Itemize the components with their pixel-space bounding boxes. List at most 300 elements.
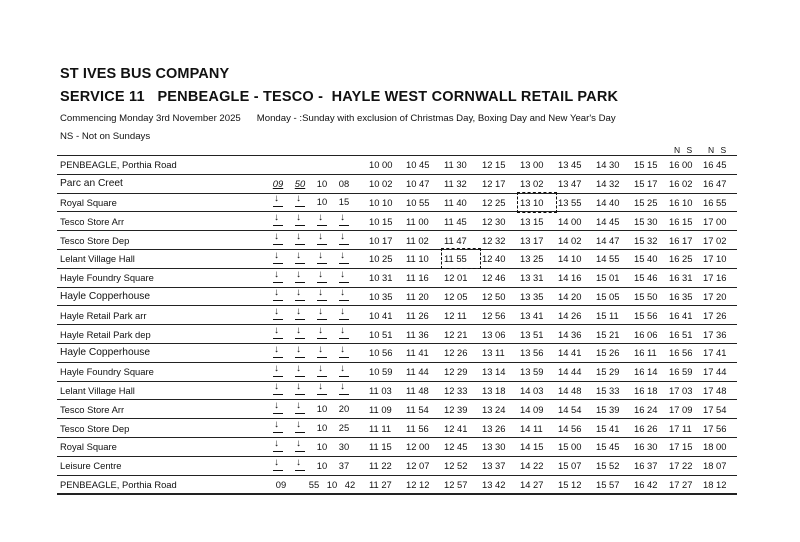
passes-through-marker	[267, 366, 289, 378]
table-row	[57, 343, 737, 362]
departure-time: 16 11	[632, 343, 667, 362]
down-arrow-icon	[295, 422, 305, 432]
departure-time: 15 45	[594, 437, 632, 456]
departure-time: 13 42	[480, 475, 518, 494]
departure-time: 13 15	[518, 212, 556, 231]
departure-time: 14 56	[556, 419, 594, 438]
passes-through-marker	[333, 328, 355, 340]
down-arrow-icon	[295, 290, 305, 300]
departure-time: 10 10	[367, 193, 404, 212]
departure-time: 14 36	[556, 325, 594, 344]
early-time: 10	[316, 196, 328, 208]
departure-time: 17 36	[701, 325, 737, 344]
departure-time: 13 06	[480, 325, 518, 344]
passes-through-marker	[267, 234, 289, 246]
early-journey-cells	[267, 268, 367, 287]
down-arrow-icon	[295, 234, 305, 244]
departure-time: 16 31	[667, 268, 701, 287]
early-time: 10	[316, 178, 328, 190]
departure-time: 16 56	[667, 343, 701, 362]
departure-time: 10 00	[367, 156, 404, 175]
departure-time: 16 37	[632, 456, 667, 475]
departure-time: 15 40	[632, 249, 667, 268]
early-journey-cells	[267, 475, 367, 494]
table-row	[57, 437, 737, 456]
departure-time: 11 20	[404, 287, 442, 306]
departure-time: 13 30	[480, 437, 518, 456]
timetable	[57, 155, 737, 495]
passes-through-marker	[311, 347, 333, 359]
down-arrow-icon	[273, 253, 283, 263]
departure-time: 17 22	[667, 456, 701, 475]
early-journey-cells	[267, 249, 367, 268]
departure-time: 16 14	[632, 362, 667, 381]
departure-time: 11 00	[404, 212, 442, 231]
stop-name: Tesco Store Arr	[57, 400, 267, 419]
down-arrow-icon	[317, 215, 327, 225]
passes-through-marker	[289, 328, 311, 340]
departure-time: 10 35	[367, 287, 404, 306]
table-row	[57, 325, 737, 344]
early-journey-cells	[267, 381, 367, 400]
early-time: 10	[316, 422, 328, 434]
passes-through-marker	[333, 309, 355, 321]
down-arrow-icon	[273, 441, 283, 451]
departure-time: 15 11	[594, 306, 632, 325]
departure-time: 11 03	[367, 381, 404, 400]
table-row	[57, 287, 737, 306]
departure-time: 10 31	[367, 268, 404, 287]
passes-through-marker	[311, 215, 333, 227]
early-journey-cells	[267, 231, 367, 250]
passes-through-marker	[311, 290, 333, 302]
departure-time: 16 47	[701, 174, 737, 193]
down-arrow-icon	[295, 309, 305, 319]
timetable-body	[57, 156, 737, 495]
passes-through-marker	[267, 253, 289, 265]
passes-through-marker	[289, 347, 311, 359]
departure-time: 10 17	[367, 231, 404, 250]
departure-time: 16 17	[667, 231, 701, 250]
passes-through-marker	[267, 403, 289, 415]
departure-time: 13 24	[480, 400, 518, 419]
departure-time: 12 21	[442, 325, 480, 344]
departure-time: 17 00	[701, 212, 737, 231]
passes-through-marker	[289, 384, 311, 396]
down-arrow-icon	[273, 234, 283, 244]
departure-time: 11 48	[404, 381, 442, 400]
stop-name: PENBEAGLE, Porthia Road	[57, 156, 267, 175]
departure-time: 14 41	[556, 343, 594, 362]
down-arrow-icon	[339, 234, 349, 244]
departure-time: 16 10	[667, 193, 701, 212]
passes-through-marker	[267, 196, 289, 208]
down-arrow-icon	[295, 328, 305, 338]
departure-time: 12 26	[442, 343, 480, 362]
departure-time: 14 48	[556, 381, 594, 400]
stop-name: Tesco Store Dep	[57, 231, 267, 250]
passes-through-marker	[311, 253, 333, 265]
departure-time: 13 37	[480, 456, 518, 475]
departure-time: 16 02	[667, 174, 701, 193]
passes-through-marker	[267, 441, 289, 453]
departure-time: 11 56	[404, 419, 442, 438]
departure-time: 17 44	[701, 362, 737, 381]
departure-time: 12 00	[404, 437, 442, 456]
departure-time: 17 02	[701, 231, 737, 250]
early-time: 09	[272, 178, 284, 190]
departure-time: 16 59	[667, 362, 701, 381]
early-time: 55	[308, 478, 320, 490]
departure-time: 17 11	[667, 419, 701, 438]
passes-through-marker	[333, 290, 355, 302]
down-arrow-icon	[339, 309, 349, 319]
departure-time: 15 25	[632, 193, 667, 212]
down-arrow-icon	[317, 290, 327, 300]
departure-time: 11 47	[442, 231, 480, 250]
passes-through-marker	[289, 403, 311, 415]
departure-time: 15 50	[632, 287, 667, 306]
stop-name: Tesco Store Dep	[57, 419, 267, 438]
departure-time: 18 00	[701, 437, 737, 456]
departure-time: 13 59	[518, 362, 556, 381]
departure-time: 11 15	[367, 437, 404, 456]
departure-time: 11 32	[442, 174, 480, 193]
departure-time: 11 16	[404, 268, 442, 287]
early-journey-cells	[267, 306, 367, 325]
departure-time: 13 26	[480, 419, 518, 438]
down-arrow-icon	[317, 234, 327, 244]
departure-time: 12 07	[404, 456, 442, 475]
departure-time: 13 02	[518, 174, 556, 193]
down-arrow-icon	[295, 384, 305, 394]
departure-time: 16 26	[632, 419, 667, 438]
early-time: 20	[338, 403, 350, 415]
departure-time: 15 32	[632, 231, 667, 250]
passes-through-marker	[267, 215, 289, 227]
departure-time: 10 41	[367, 306, 404, 325]
down-arrow-icon	[295, 196, 305, 206]
early-journey-cells	[267, 325, 367, 344]
early-journey-cells	[267, 419, 367, 438]
departure-time: 17 10	[701, 249, 737, 268]
departure-time: 10 02	[367, 174, 404, 193]
table-row	[57, 212, 737, 231]
early-time: 10	[326, 478, 338, 490]
departure-time: 16 00	[667, 156, 701, 175]
departure-time: 10 15	[367, 212, 404, 231]
departure-time: 17 15	[667, 437, 701, 456]
table-row	[57, 456, 737, 475]
passes-through-marker	[311, 384, 333, 396]
table-row	[57, 268, 737, 287]
passes-through-marker	[333, 234, 355, 246]
passes-through-marker	[267, 328, 289, 340]
departure-time: 13 47	[556, 174, 594, 193]
stop-name: Lelant Village Hall	[57, 381, 267, 400]
passes-through-marker	[289, 253, 311, 265]
passes-through-marker	[267, 460, 289, 472]
departure-time: 13 31	[518, 268, 556, 287]
table-row	[57, 362, 737, 381]
early-journey-cells	[267, 212, 367, 231]
early-journey-cells	[267, 437, 367, 456]
table-row	[57, 156, 737, 175]
departure-time: 14 00	[556, 212, 594, 231]
early-time: 50	[294, 178, 306, 190]
passes-through-marker	[289, 234, 311, 246]
departure-time: 13 45	[556, 156, 594, 175]
departure-time: 12 01	[442, 268, 480, 287]
departure-time: 12 15	[480, 156, 518, 175]
down-arrow-icon	[295, 441, 305, 451]
early-time: 08	[338, 178, 350, 190]
departure-time: 17 27	[667, 475, 701, 494]
table-row	[57, 419, 737, 438]
down-arrow-icon	[339, 290, 349, 300]
down-arrow-icon	[339, 215, 349, 225]
departure-time: 16 35	[667, 287, 701, 306]
table-row	[57, 249, 737, 268]
departure-time: 14 02	[556, 231, 594, 250]
departure-time: 11 54	[404, 400, 442, 419]
departure-time: 10 56	[367, 343, 404, 362]
passes-through-marker	[333, 347, 355, 359]
departure-time: 16 06	[632, 325, 667, 344]
down-arrow-icon	[295, 347, 305, 357]
table-row	[57, 174, 737, 193]
departure-time: 17 26	[701, 306, 737, 325]
departure-time: 11 36	[404, 325, 442, 344]
down-arrow-icon	[273, 290, 283, 300]
down-arrow-icon	[339, 384, 349, 394]
departure-time: 15 46	[632, 268, 667, 287]
departure-time: 18 12	[701, 475, 737, 494]
passes-through-marker	[333, 215, 355, 227]
departure-time: 13 55	[556, 193, 594, 212]
stop-name: Hayle Retail Park dep	[57, 325, 267, 344]
early-journey-cells	[267, 456, 367, 475]
down-arrow-icon	[295, 460, 305, 470]
departure-time: 15 00	[556, 437, 594, 456]
highlighted-departure-time: 13 10	[518, 193, 556, 212]
departure-time: 13 17	[518, 231, 556, 250]
departure-time: 12 25	[480, 193, 518, 212]
down-arrow-icon	[339, 253, 349, 263]
table-row	[57, 193, 737, 212]
departure-time: 14 32	[594, 174, 632, 193]
down-arrow-icon	[317, 328, 327, 338]
early-journey-cells	[267, 287, 367, 306]
departure-time: 14 15	[518, 437, 556, 456]
departure-time: 12 50	[480, 287, 518, 306]
passes-through-marker	[311, 309, 333, 321]
departure-time: 16 25	[667, 249, 701, 268]
down-arrow-icon	[273, 347, 283, 357]
departure-time: 15 05	[594, 287, 632, 306]
stop-name: Hayle Copperhouse	[57, 287, 267, 306]
departure-time: 11 27	[367, 475, 404, 494]
down-arrow-icon	[339, 328, 349, 338]
passes-through-marker	[267, 309, 289, 321]
table-row	[57, 306, 737, 325]
departure-time: 13 18	[480, 381, 518, 400]
down-arrow-icon	[295, 215, 305, 225]
departure-time: 17 16	[701, 268, 737, 287]
departure-time: 11 26	[404, 306, 442, 325]
passes-through-marker	[289, 366, 311, 378]
departure-time: 16 30	[632, 437, 667, 456]
departure-time: 14 45	[594, 212, 632, 231]
down-arrow-icon	[273, 328, 283, 338]
departure-time: 12 17	[480, 174, 518, 193]
departure-time: 13 11	[480, 343, 518, 362]
departure-time: 17 20	[701, 287, 737, 306]
passes-through-marker	[333, 366, 355, 378]
passes-through-marker	[267, 290, 289, 302]
down-arrow-icon	[339, 347, 349, 357]
down-arrow-icon	[273, 196, 283, 206]
departure-time: 16 18	[632, 381, 667, 400]
departure-time: 14 03	[518, 381, 556, 400]
departure-time: 11 44	[404, 362, 442, 381]
down-arrow-icon	[339, 272, 349, 282]
down-arrow-icon	[273, 460, 283, 470]
departure-time: 13 51	[518, 325, 556, 344]
departure-time: 16 45	[701, 156, 737, 175]
passes-through-marker	[333, 253, 355, 265]
down-arrow-icon	[273, 309, 283, 319]
departure-time: 15 30	[632, 212, 667, 231]
down-arrow-icon	[339, 366, 349, 376]
departure-time: 14 30	[594, 156, 632, 175]
departure-time: 14 40	[594, 193, 632, 212]
down-arrow-icon	[273, 215, 283, 225]
departure-time: 12 41	[442, 419, 480, 438]
departure-time: 12 11	[442, 306, 480, 325]
departure-time: 15 52	[594, 456, 632, 475]
down-arrow-icon	[273, 366, 283, 376]
passes-through-marker	[289, 215, 311, 227]
company-name: ST IVES BUS COMPANY	[60, 66, 230, 82]
passes-through-marker	[311, 366, 333, 378]
departure-time: 17 03	[667, 381, 701, 400]
departure-time: 12 45	[442, 437, 480, 456]
early-time: 10	[316, 403, 328, 415]
passes-through-marker	[289, 290, 311, 302]
down-arrow-icon	[295, 403, 305, 413]
departure-time: 12 30	[480, 212, 518, 231]
stop-name: Lelant Village Hall	[57, 249, 267, 268]
stop-name: Hayle Foundry Square	[57, 268, 267, 287]
departure-time: 15 26	[594, 343, 632, 362]
ns-column-label: N S	[708, 145, 729, 155]
departure-time: 14 44	[556, 362, 594, 381]
table-row	[57, 475, 737, 494]
early-time: 30	[338, 440, 350, 452]
stop-name: Hayle Foundry Square	[57, 362, 267, 381]
departure-time: 15 12	[556, 475, 594, 494]
early-journey-cells	[267, 156, 367, 175]
early-time: 10	[316, 440, 328, 452]
early-time: 42	[344, 478, 356, 490]
departure-time: 16 55	[701, 193, 737, 212]
departure-time: 10 25	[367, 249, 404, 268]
stop-name: Tesco Store Arr	[57, 212, 267, 231]
departure-time: 16 41	[667, 306, 701, 325]
early-time: 25	[338, 422, 350, 434]
departure-time: 11 30	[442, 156, 480, 175]
departure-time: 14 20	[556, 287, 594, 306]
departure-time: 10 51	[367, 325, 404, 344]
down-arrow-icon	[317, 366, 327, 376]
down-arrow-icon	[317, 272, 327, 282]
departure-time: 14 54	[556, 400, 594, 419]
passes-through-marker	[267, 347, 289, 359]
departure-time: 13 35	[518, 287, 556, 306]
passes-through-marker	[333, 384, 355, 396]
passes-through-marker	[289, 422, 311, 434]
early-journey-cells	[267, 174, 367, 193]
departure-time: 15 56	[632, 306, 667, 325]
departure-time: 11 40	[442, 193, 480, 212]
stop-name: Royal Square	[57, 193, 267, 212]
departure-time: 11 11	[367, 419, 404, 438]
departure-time: 14 47	[594, 231, 632, 250]
departure-time: 11 22	[367, 456, 404, 475]
departure-time: 12 39	[442, 400, 480, 419]
early-journey-cells	[267, 362, 367, 381]
departure-time: 11 02	[404, 231, 442, 250]
down-arrow-icon	[317, 384, 327, 394]
departure-time: 17 48	[701, 381, 737, 400]
departure-time: 10 59	[367, 362, 404, 381]
departure-time: 15 33	[594, 381, 632, 400]
departure-time: 14 22	[518, 456, 556, 475]
down-arrow-icon	[273, 384, 283, 394]
departure-time: 15 39	[594, 400, 632, 419]
departure-time: 13 14	[480, 362, 518, 381]
down-arrow-icon	[295, 366, 305, 376]
departure-time: 10 45	[404, 156, 442, 175]
down-arrow-icon	[295, 253, 305, 263]
service-title: SERVICE 11 PENBEAGLE - TESCO - HAYLE WEST CORNWALL RETAIL PARK	[60, 89, 619, 105]
departure-time: 13 41	[518, 306, 556, 325]
highlighted-departure-time: 11 55	[442, 249, 480, 268]
departure-time: 11 09	[367, 400, 404, 419]
departure-time: 17 56	[701, 419, 737, 438]
departure-time: 10 55	[404, 193, 442, 212]
departure-time: 16 42	[632, 475, 667, 494]
departure-time: 15 01	[594, 268, 632, 287]
departure-time: 16 15	[667, 212, 701, 231]
departure-time: 12 56	[480, 306, 518, 325]
departure-time: 14 16	[556, 268, 594, 287]
down-arrow-icon	[295, 272, 305, 282]
table-row	[57, 381, 737, 400]
departure-time: 12 40	[480, 249, 518, 268]
passes-through-marker	[267, 384, 289, 396]
down-arrow-icon	[317, 253, 327, 263]
early-time: 10	[316, 459, 328, 471]
departure-time: 16 24	[632, 400, 667, 419]
stop-name: PENBEAGLE, Porthia Road	[57, 475, 267, 494]
passes-through-marker	[333, 272, 355, 284]
departure-time: 10 47	[404, 174, 442, 193]
passes-through-marker	[289, 309, 311, 321]
departure-time: 14 26	[556, 306, 594, 325]
departure-time: 12 57	[442, 475, 480, 494]
